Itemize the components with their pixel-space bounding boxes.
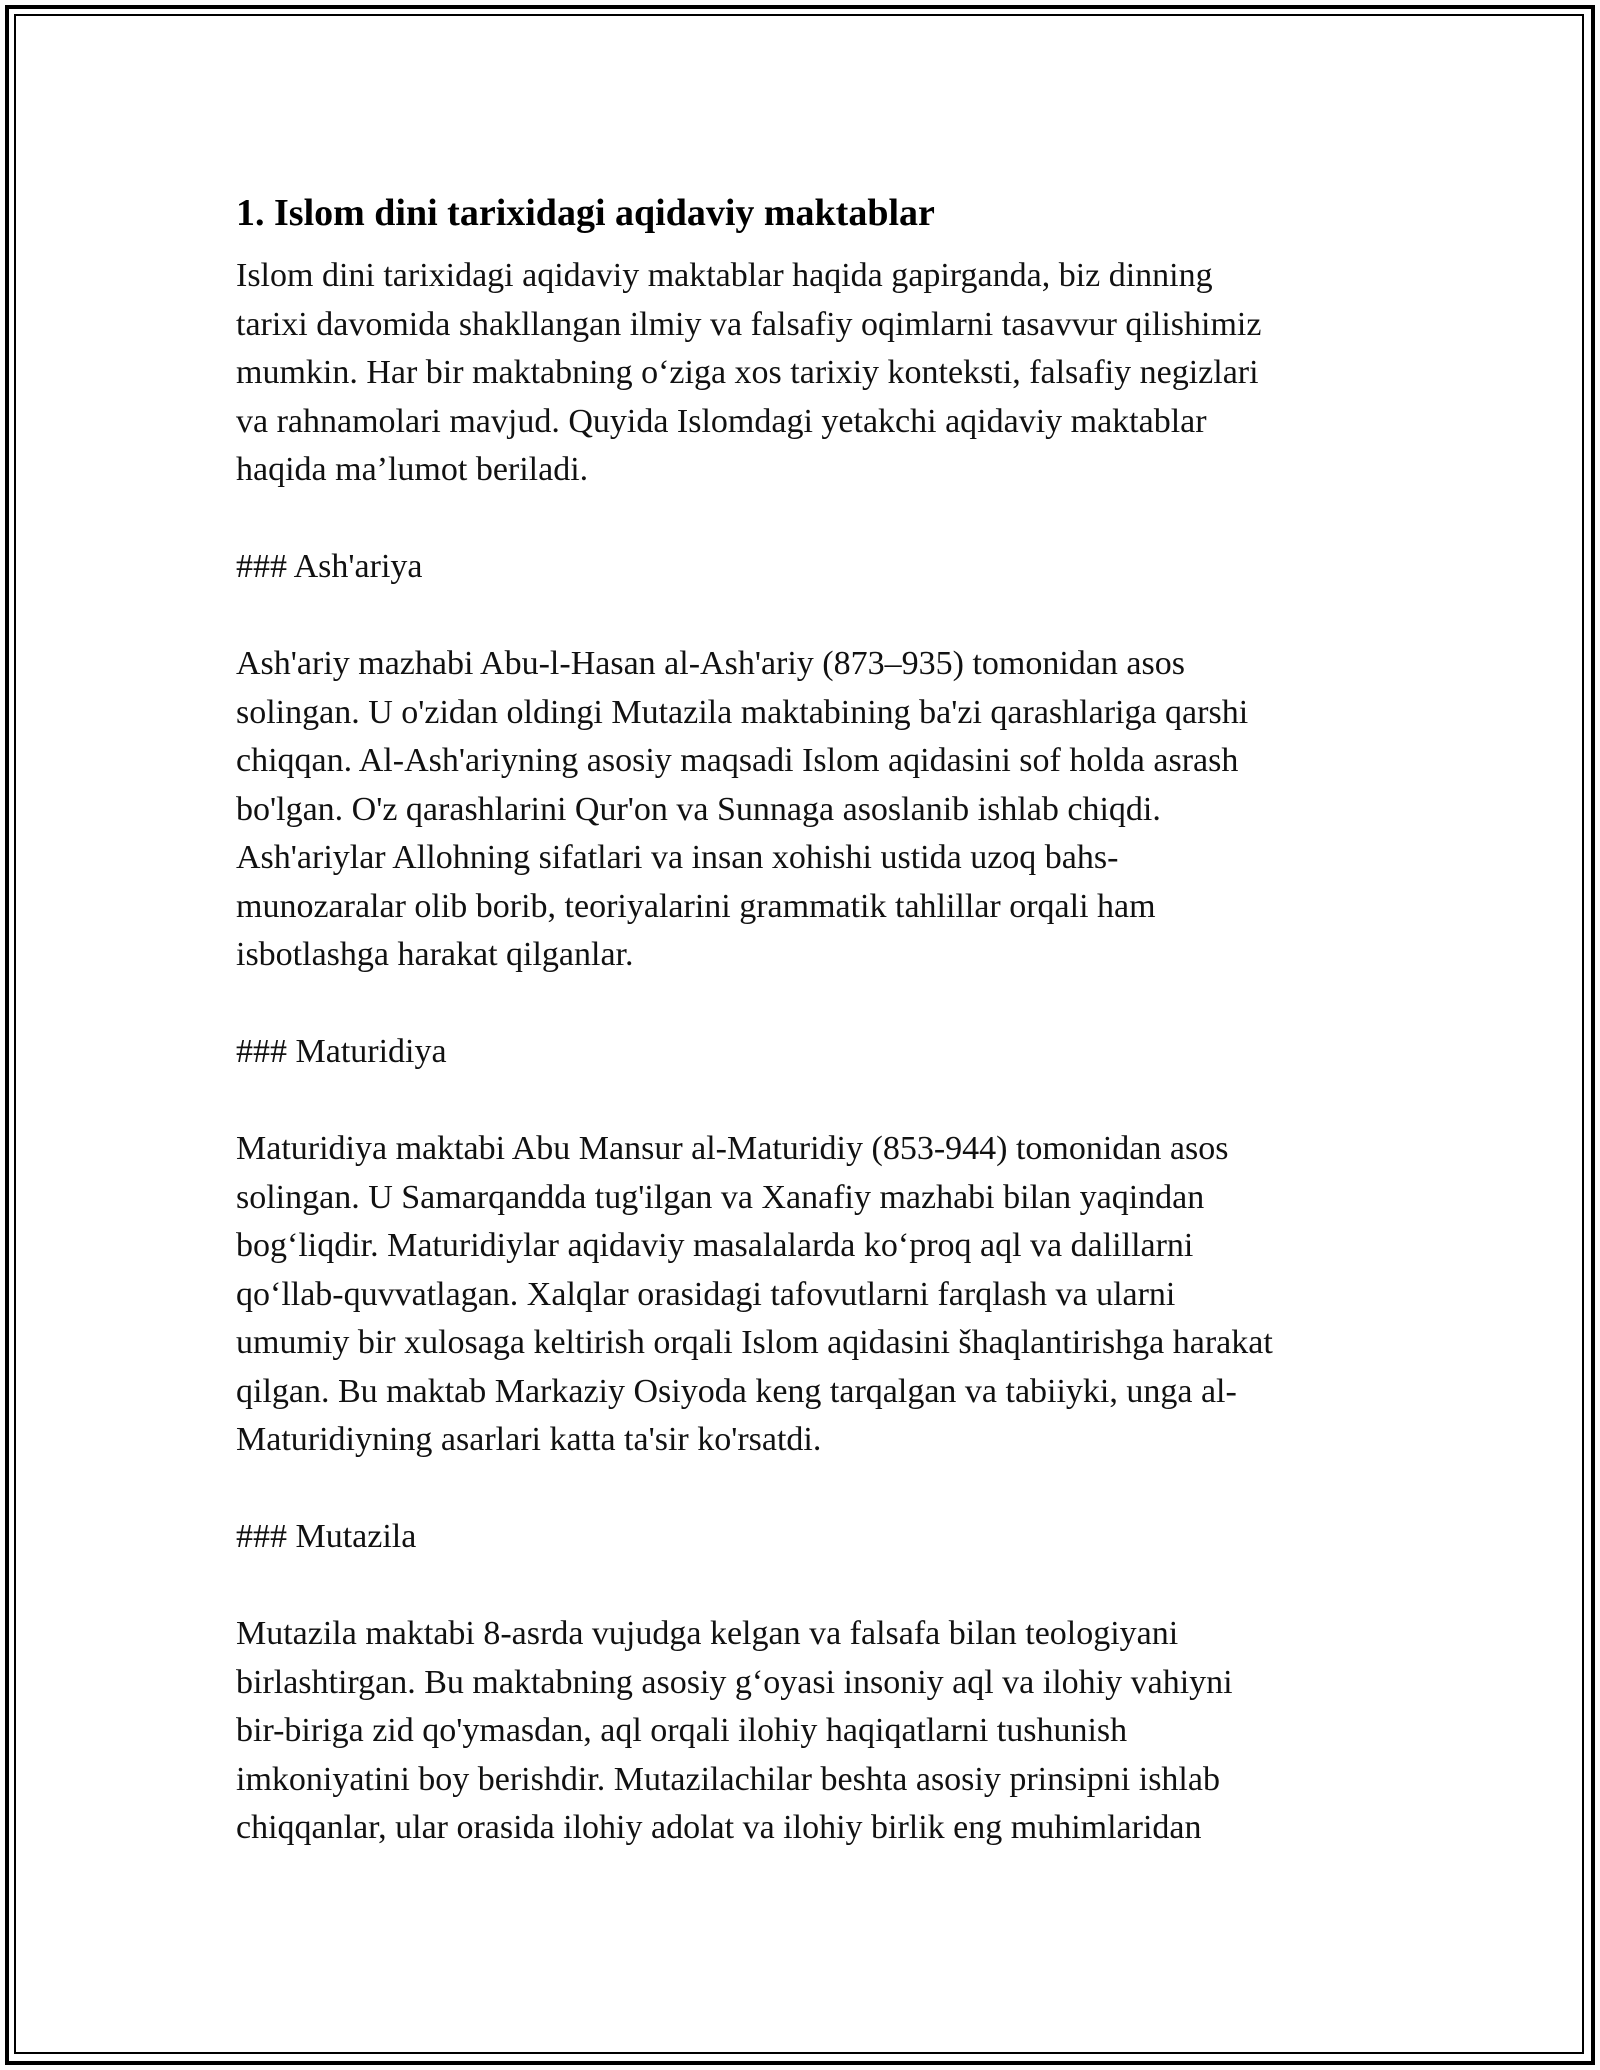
text-line: haqida ma’lumot beriladi. xyxy=(236,451,589,488)
section-paragraph-ashariya xyxy=(236,640,1366,980)
section-heading-maturidiya: ### Maturidiya xyxy=(236,1033,447,1070)
spacer xyxy=(236,592,1366,641)
text-line: qilgan. Bu maktab Markaziy Osiyoda keng tarqalgan va tabiiyki, unga al- xyxy=(236,1372,1237,1410)
text-line: Mutazila maktabi 8-asrda vujudga kelgan va falsafa bilan teologiyani xyxy=(236,1615,1179,1652)
spacer xyxy=(236,1562,1366,1611)
text-line: va rahnamolari mavjud. Quyida Islomdagi yetakchi aqidaviy maktablar xyxy=(236,402,1207,440)
spacer xyxy=(236,980,1366,1029)
text-line: Islom dini tarixidagi aqidaviy maktablar haqida gapirganda, biz dinning xyxy=(236,257,1213,294)
text-line: bog‘liqdir. Maturidiylar aqidaviy masalalarda ko‘proq aql va dalillarni xyxy=(236,1227,1194,1264)
intro-paragraph xyxy=(236,252,1366,495)
spacer xyxy=(236,495,1366,544)
text-line: bir-biriga zid qo'ymasdan, aql orqali ilohiy haqiqatlarni tushunish xyxy=(236,1712,1128,1749)
text-line: Maturidiya maktabi Abu Mansur al-Maturidiy (853-944) tomonidan asos xyxy=(236,1130,1229,1167)
text-line: chiqqanlar, ular orasida ilohiy adolat va ilohiy birlik eng muhimlaridan xyxy=(236,1809,1202,1846)
text-line: Ash'ariylar Allohning sifatlari va insan xohishi ustida uzoq bahs- xyxy=(236,839,1119,876)
text-line: munozaralar olib borib, teoriyalarini grammatik tahlillar orqali ham xyxy=(236,887,1156,925)
text-line: bo'lgan. O'z qarashlarini Qur'on va Sunnaga asoslanib ishlab chiqdi. xyxy=(236,790,1161,828)
text-line: qo‘llab-quvvatlagan. Xalqlar orasidagi tafovutlarni farqlash va ularni xyxy=(236,1275,1176,1313)
text-line: isbotlashga harakat qilganlar. xyxy=(236,936,634,973)
spacer xyxy=(236,1465,1366,1514)
text-line: solingan. U o'zidan oldingi Mutazila maktabining ba'zi qarashlariga qarshi xyxy=(236,693,1249,731)
text-line: solingan. U Samarqandda tug'ilgan va Xanafiy mazhabi bilan yaqindan xyxy=(236,1178,1205,1216)
document-body xyxy=(236,186,1366,1853)
section-heading-mutazila: ### Mutazila xyxy=(236,1518,417,1555)
page-title: 1. Islom dini tarixidagi aqidaviy maktablar xyxy=(236,192,935,234)
text-line: tarixi davomida shakllangan ilmiy va falsafiy oqimlarni tasavvur qilishimiz xyxy=(236,305,1262,343)
text-line: imkoniyatini boy berishdir. Mutazilachilar beshta asosiy prinsipni ishlab xyxy=(236,1760,1220,1798)
text-line: Ash'ariy mazhabi Abu-l-Hasan al-Ash'ariy (873–935) tomonidan asos xyxy=(236,645,1185,682)
section-paragraph-maturidiya xyxy=(236,1125,1366,1465)
section-heading-ashariya: ### Ash'ariya xyxy=(236,548,423,585)
text-line: Maturidiyning asarlari katta ta'sir ko'rsatdi. xyxy=(236,1421,822,1458)
spacer xyxy=(236,1077,1366,1126)
text-line: mumkin. Har bir maktabning o‘ziga xos tarixiy konteksti, falsafiy negizlari xyxy=(236,354,1259,391)
text-line: birlashtirgan. Bu maktabning asosiy g‘oyasi insoniy aql va ilohiy vahiyni xyxy=(236,1663,1233,1701)
section-paragraph-mutazila xyxy=(236,1610,1366,1853)
text-line: umumiy bir xulosaga keltirish orqali Islom aqidasini šhaqlantirishga harakat xyxy=(236,1324,1273,1361)
text-line: chiqqan. Al-Ash'ariyning asosiy maqsadi Islom aqidasini sof holda asrash xyxy=(236,742,1239,779)
